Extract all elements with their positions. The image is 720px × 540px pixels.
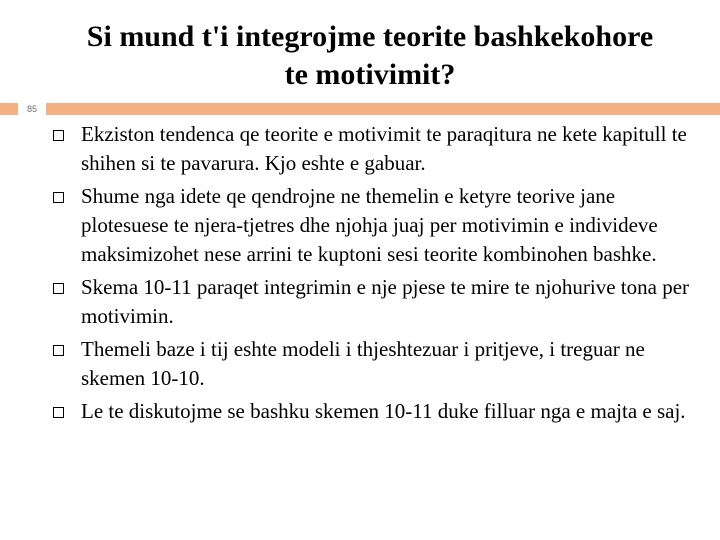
bullet-text: Shume nga idete qe qendrojne ne themelin e ketyre teorive jane plotesuese te njera-tjetres dhe njohja juaj per motivimin e individeve maksimizohet nese arrini te kuptoni sesi teorite kombinohen bashke. [81,184,658,266]
bullet-text: Skema 10-11 paraqet integrimin e nje pjese te mire te njohurive tona per motivimin. [81,275,690,328]
checkbox-square-icon [53,192,64,203]
bullet-text: Ekziston tendenca qe teorite e motivimit te paraqitura ne kete kapitull te shihen si te pavarura. Kjo eshte e gabuar. [81,122,687,175]
slide-title [40,18,700,94]
checkbox-square-icon [53,345,64,356]
bullet-item [50,182,700,269]
bullet-item [50,397,700,426]
title-line-2: te motivimit? [284,58,456,91]
bullet-text: Themeli baze i tij eshte modeli i thjeshtezuar i pritjeve, i treguar ne skemen 10-10. [81,337,645,390]
bullet-item [50,273,700,331]
title-line-1: Si mund t'i integrojme teorite bashkekohore [86,20,654,53]
bullet-list [50,120,700,426]
checkbox-square-icon [53,130,64,141]
checkbox-square-icon [53,407,64,418]
accent-rule-right [46,103,720,115]
checkbox-square-icon [53,283,64,294]
slide-number: 85 [26,104,37,114]
bullet-item [50,120,700,178]
bullet-item [50,335,700,393]
bullet-text: Le te diskutojme se bashku skemen 10-11 duke filluar nga e majta e saj. [81,399,686,423]
accent-rule-left [0,103,18,115]
